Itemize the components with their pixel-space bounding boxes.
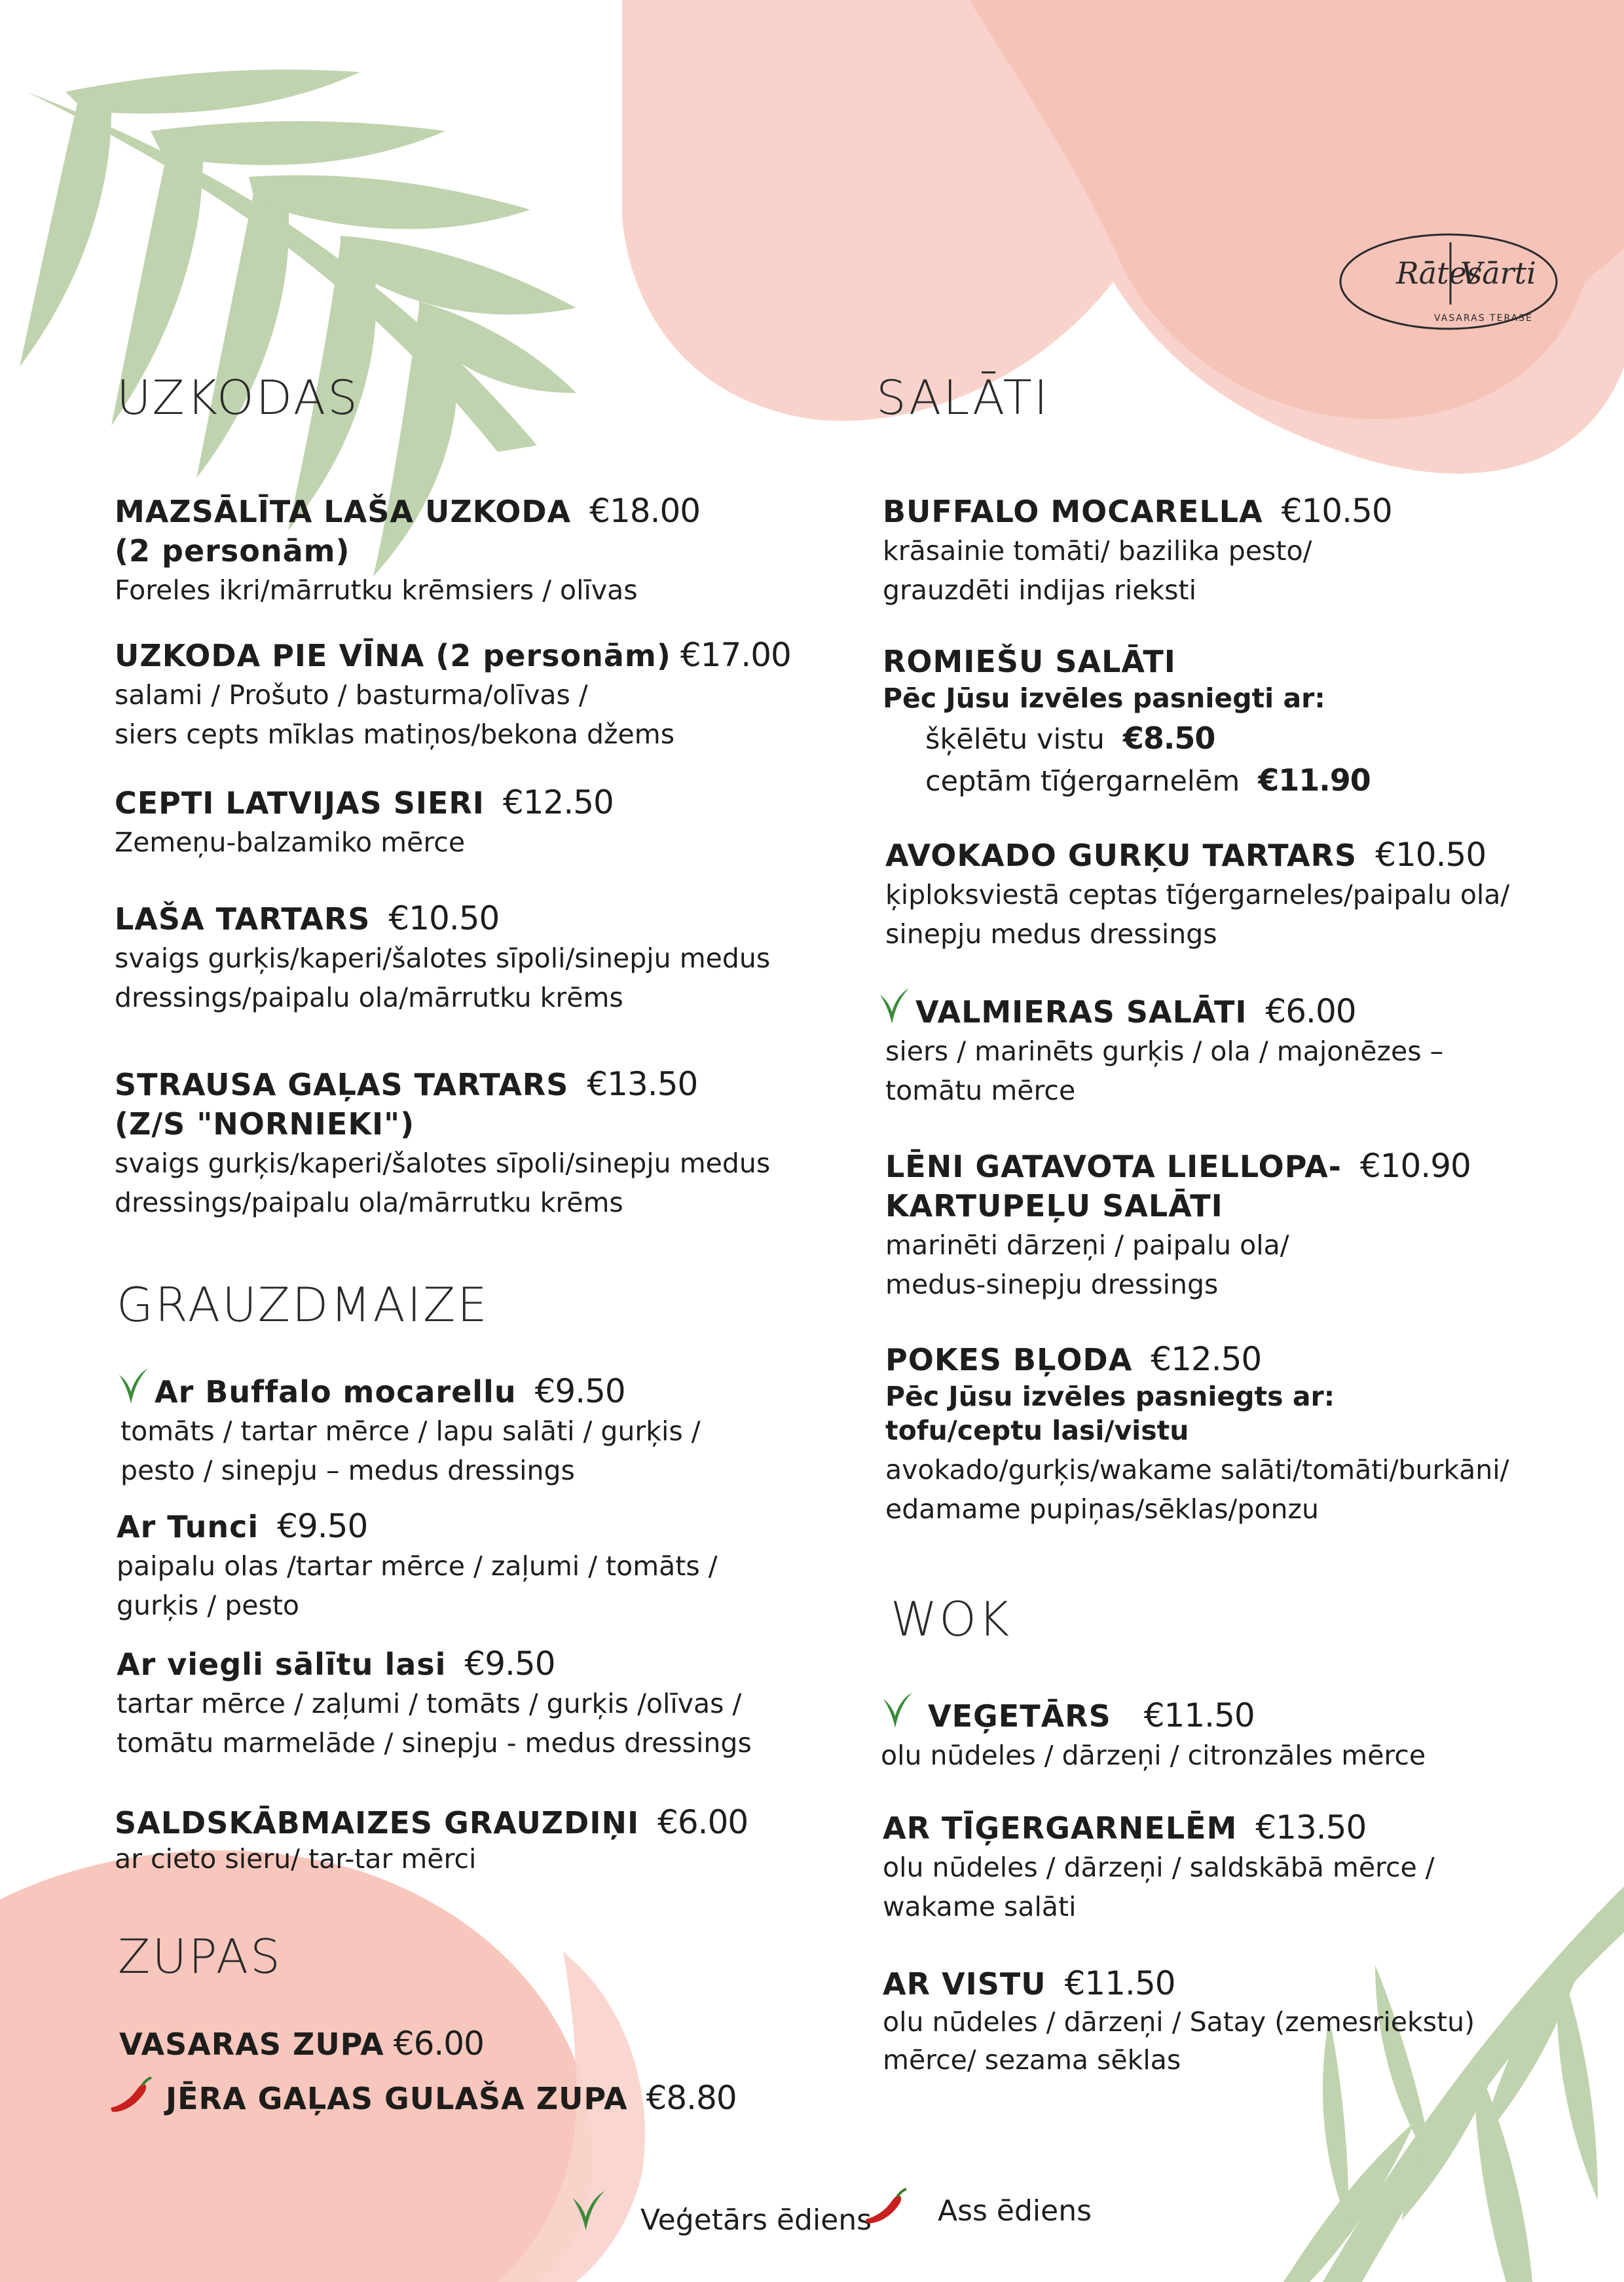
- legend-vegetarian: [570, 2188, 872, 2237]
- item-description: avokado/gurķis/wakame salāti/tomāti/burkāni/: [885, 1454, 1509, 1486]
- menu-item: [883, 642, 1371, 802]
- menu-item: [115, 491, 700, 610]
- item-name: Ar viegli sālītu lasi: [117, 1647, 447, 1682]
- item-description: olu nūdeles / dārzeņi / Satay (zemesriekstu): [883, 2006, 1475, 2038]
- item-name: AVOKADO GURĶU TARTARS: [885, 838, 1357, 873]
- option-label: ceptām tīģergarnelēm: [925, 765, 1240, 798]
- item-description: paipalu olas /tartar mērce / zaļumi / tomāts /: [117, 1550, 718, 1582]
- item-name: SALDSKĀBMAIZES GRAUZDIŅI: [115, 1805, 640, 1841]
- item-name: STRAUSA GAĻAS TARTARS: [115, 1067, 569, 1102]
- item-name: AR TĪĢERGARNELĒM: [883, 1810, 1238, 1846]
- item-description: edamame pupiņas/sēklas/ponzu: [885, 1493, 1319, 1525]
- vegetarian-icon: [117, 1366, 151, 1406]
- item-description: siers / marinēts gurķis / ola / majonēzes –: [885, 1036, 1444, 1067]
- menu-item: [108, 2076, 737, 2118]
- item-name: UZKODA PIE VĪNA (2 personām): [115, 638, 671, 673]
- menu-item: [883, 491, 1392, 610]
- legend-veg-label: Veģetārs ēdiens: [640, 2203, 872, 2237]
- menu-item: [881, 1690, 1426, 1775]
- item-description: salami / Prošuto / basturma/olīvas /: [115, 679, 588, 711]
- item-description: tomātu mērce: [885, 1075, 1076, 1106]
- item-description: marinēti dārzeņi / paipalu ola/: [885, 1229, 1289, 1261]
- item-price: €6.00: [657, 1803, 748, 1841]
- item-description: siers cepts mīklas matiņos/bekona džems: [115, 719, 675, 750]
- item-description: olu nūdeles / dārzeņi / citronzāles mērce: [881, 1740, 1426, 1771]
- item-description: grauzdēti indijas rieksti: [883, 574, 1197, 606]
- logo-text-right: Vārti: [1460, 255, 1536, 291]
- spicy-icon: [863, 2188, 909, 2227]
- item-price: €12.50: [502, 783, 614, 821]
- item-name: VEĢETĀRS: [928, 1698, 1111, 1734]
- item-note: tofu/ceptu lasi/vistu: [885, 1415, 1189, 1446]
- item-price: €9.50: [534, 1372, 625, 1410]
- menu-item: [885, 835, 1509, 954]
- menu-item: [117, 1644, 752, 1763]
- item-description: mērce/ sezama sēklas: [883, 2044, 1181, 2076]
- section-title-wok: WOK: [891, 1592, 1012, 1647]
- item-description: svaigs gurķis/kaperi/šalotes sīpoli/sinepju medus: [115, 943, 771, 974]
- item-price: €11.50: [1143, 1696, 1255, 1734]
- item-name: VASARAS ZUPA: [119, 2027, 384, 2062]
- menu-item: [115, 783, 614, 862]
- item-price: €12.50: [1151, 1340, 1262, 1378]
- item-description: dressings/paipalu ola/mārrutku krēms: [115, 1187, 623, 1218]
- item-description: tomātu marmelāde / sinepju - medus dressings: [117, 1727, 752, 1759]
- menu-item: [877, 986, 1443, 1110]
- item-name-line2: (2 personām): [115, 533, 350, 569]
- section-title-zupas: ZUPAS: [118, 1929, 282, 1984]
- item-price: €18.00: [589, 492, 701, 530]
- item-description: Zemeņu-balzamiko mērce: [115, 827, 466, 858]
- item-name: MAZSĀLĪTA LAŠA UZKODA: [115, 494, 572, 529]
- item-description: ar cieto sieru/ tar-tar mērci: [115, 1843, 477, 1875]
- item-description: dressings/paipalu ola/mārrutku krēms: [115, 982, 623, 1013]
- item-price: €6.00: [1265, 992, 1356, 1030]
- item-name: LĒNI GATAVOTA LIELLOPA-: [885, 1149, 1342, 1184]
- item-description: tomāts / tartar mērce / lapu salāti / gurķis /: [120, 1415, 701, 1447]
- item-price: €10.50: [1375, 836, 1486, 874]
- item-price: €6.00: [393, 2025, 484, 2063]
- item-description: Foreles ikri/mārrutku krēmsiers / olīvas: [115, 574, 638, 606]
- option-price: €8.50: [1122, 720, 1215, 756]
- item-description: tartar mērce / zaļumi / tomāts / gurķis /olīvas /: [117, 1688, 742, 1719]
- menu-item: [115, 635, 791, 754]
- section-title-uzkodas: UZKODAS: [117, 370, 360, 425]
- item-name: Ar Tunci: [117, 1509, 259, 1544]
- item-note: Pēc Jūsu izvēles pasniegts ar:: [885, 1381, 1335, 1412]
- vegetarian-icon: [881, 1690, 915, 1730]
- item-price: €17.00: [680, 636, 791, 674]
- item-price: €10.90: [1359, 1147, 1471, 1185]
- menu-item: [883, 1964, 1475, 2080]
- section-title-salati: SALĀTI: [876, 370, 1050, 425]
- item-note: Pēc Jūsu izvēles pasniegti ar:: [883, 683, 1325, 714]
- section-title-grauzdmaize: GRAUZDMAIZE: [117, 1277, 489, 1332]
- menu-item: [883, 1808, 1435, 1926]
- item-name: JĒRA GAĻAS GULAŠA ZUPA: [166, 2081, 628, 2116]
- item-price: €9.50: [277, 1507, 368, 1545]
- item-name: VALMIERAS SALĀTI: [915, 994, 1247, 1030]
- item-description: gurķis / pesto: [117, 1590, 300, 1621]
- menu-item: [885, 1146, 1471, 1304]
- option-price: €11.90: [1258, 762, 1371, 798]
- menu-item: [117, 1366, 701, 1490]
- item-name: CEPTI LATVIJAS SIERI: [115, 785, 485, 821]
- item-name-line2: (Z/S "NORNIEKI"): [115, 1106, 415, 1142]
- vegetarian-icon: [877, 986, 912, 1026]
- item-description: krāsainie tomāti/ bazilika pesto/: [883, 535, 1312, 567]
- item-price: €8.80: [646, 2079, 737, 2117]
- item-name-line2: KARTUPEĻU SALĀTI: [885, 1188, 1223, 1224]
- item-price: €13.50: [1255, 1808, 1367, 1846]
- item-price: €11.50: [1064, 1964, 1175, 2002]
- menu-item: [119, 2024, 484, 2064]
- item-description: pesto / sinepju – medus dressings: [120, 1455, 575, 1486]
- restaurant-logo: [1336, 226, 1562, 337]
- menu-item: [115, 1803, 748, 1875]
- item-description: sinepju medus dressings: [885, 918, 1217, 950]
- menu-item: [885, 1339, 1509, 1529]
- item-description: olu nūdeles / dārzeņi / saldskābā mērce /: [883, 1852, 1435, 1883]
- item-price: €10.50: [388, 899, 500, 937]
- item-price: €10.50: [1281, 492, 1392, 530]
- pink-blob-bottom: [0, 1850, 593, 2282]
- item-description: ķiploksviestā ceptas tīģergarneles/paipalu ola/: [885, 879, 1510, 910]
- legend-spicy: [863, 2188, 1092, 2228]
- item-description: svaigs gurķis/kaperi/šalotes sīpoli/sinepju medus: [115, 1148, 771, 1179]
- item-name: ROMIEŠU SALĀTI: [883, 644, 1176, 679]
- item-name: Ar Buffalo mocarellu: [155, 1374, 517, 1410]
- item-name: POKES BĻODA: [885, 1342, 1133, 1377]
- leaf-bottom-right: [1283, 1886, 1624, 2282]
- item-name: AR VISTU: [883, 1966, 1046, 2002]
- item-price: €9.50: [464, 1645, 555, 1683]
- logo-subtitle: VASARAS TERASE: [1434, 313, 1533, 324]
- logo-text-left: Rātes: [1396, 255, 1483, 291]
- menu-item: [115, 899, 770, 1017]
- spicy-icon: [108, 2076, 154, 2116]
- item-description: wakame salāti: [883, 1891, 1077, 1922]
- item-price: €13.50: [587, 1065, 698, 1103]
- item-name: BUFFALO MOCARELLA: [883, 494, 1263, 529]
- option-label: šķēlētu vistu: [925, 723, 1105, 756]
- legend-spicy-label: Ass ēdiens: [938, 2194, 1092, 2228]
- vegetarian-icon: [570, 2188, 608, 2234]
- item-name: LAŠA TARTARS: [115, 901, 371, 937]
- menu-item: [117, 1506, 718, 1625]
- item-description: medus-sinepju dressings: [885, 1269, 1219, 1300]
- menu-item: [115, 1064, 770, 1222]
